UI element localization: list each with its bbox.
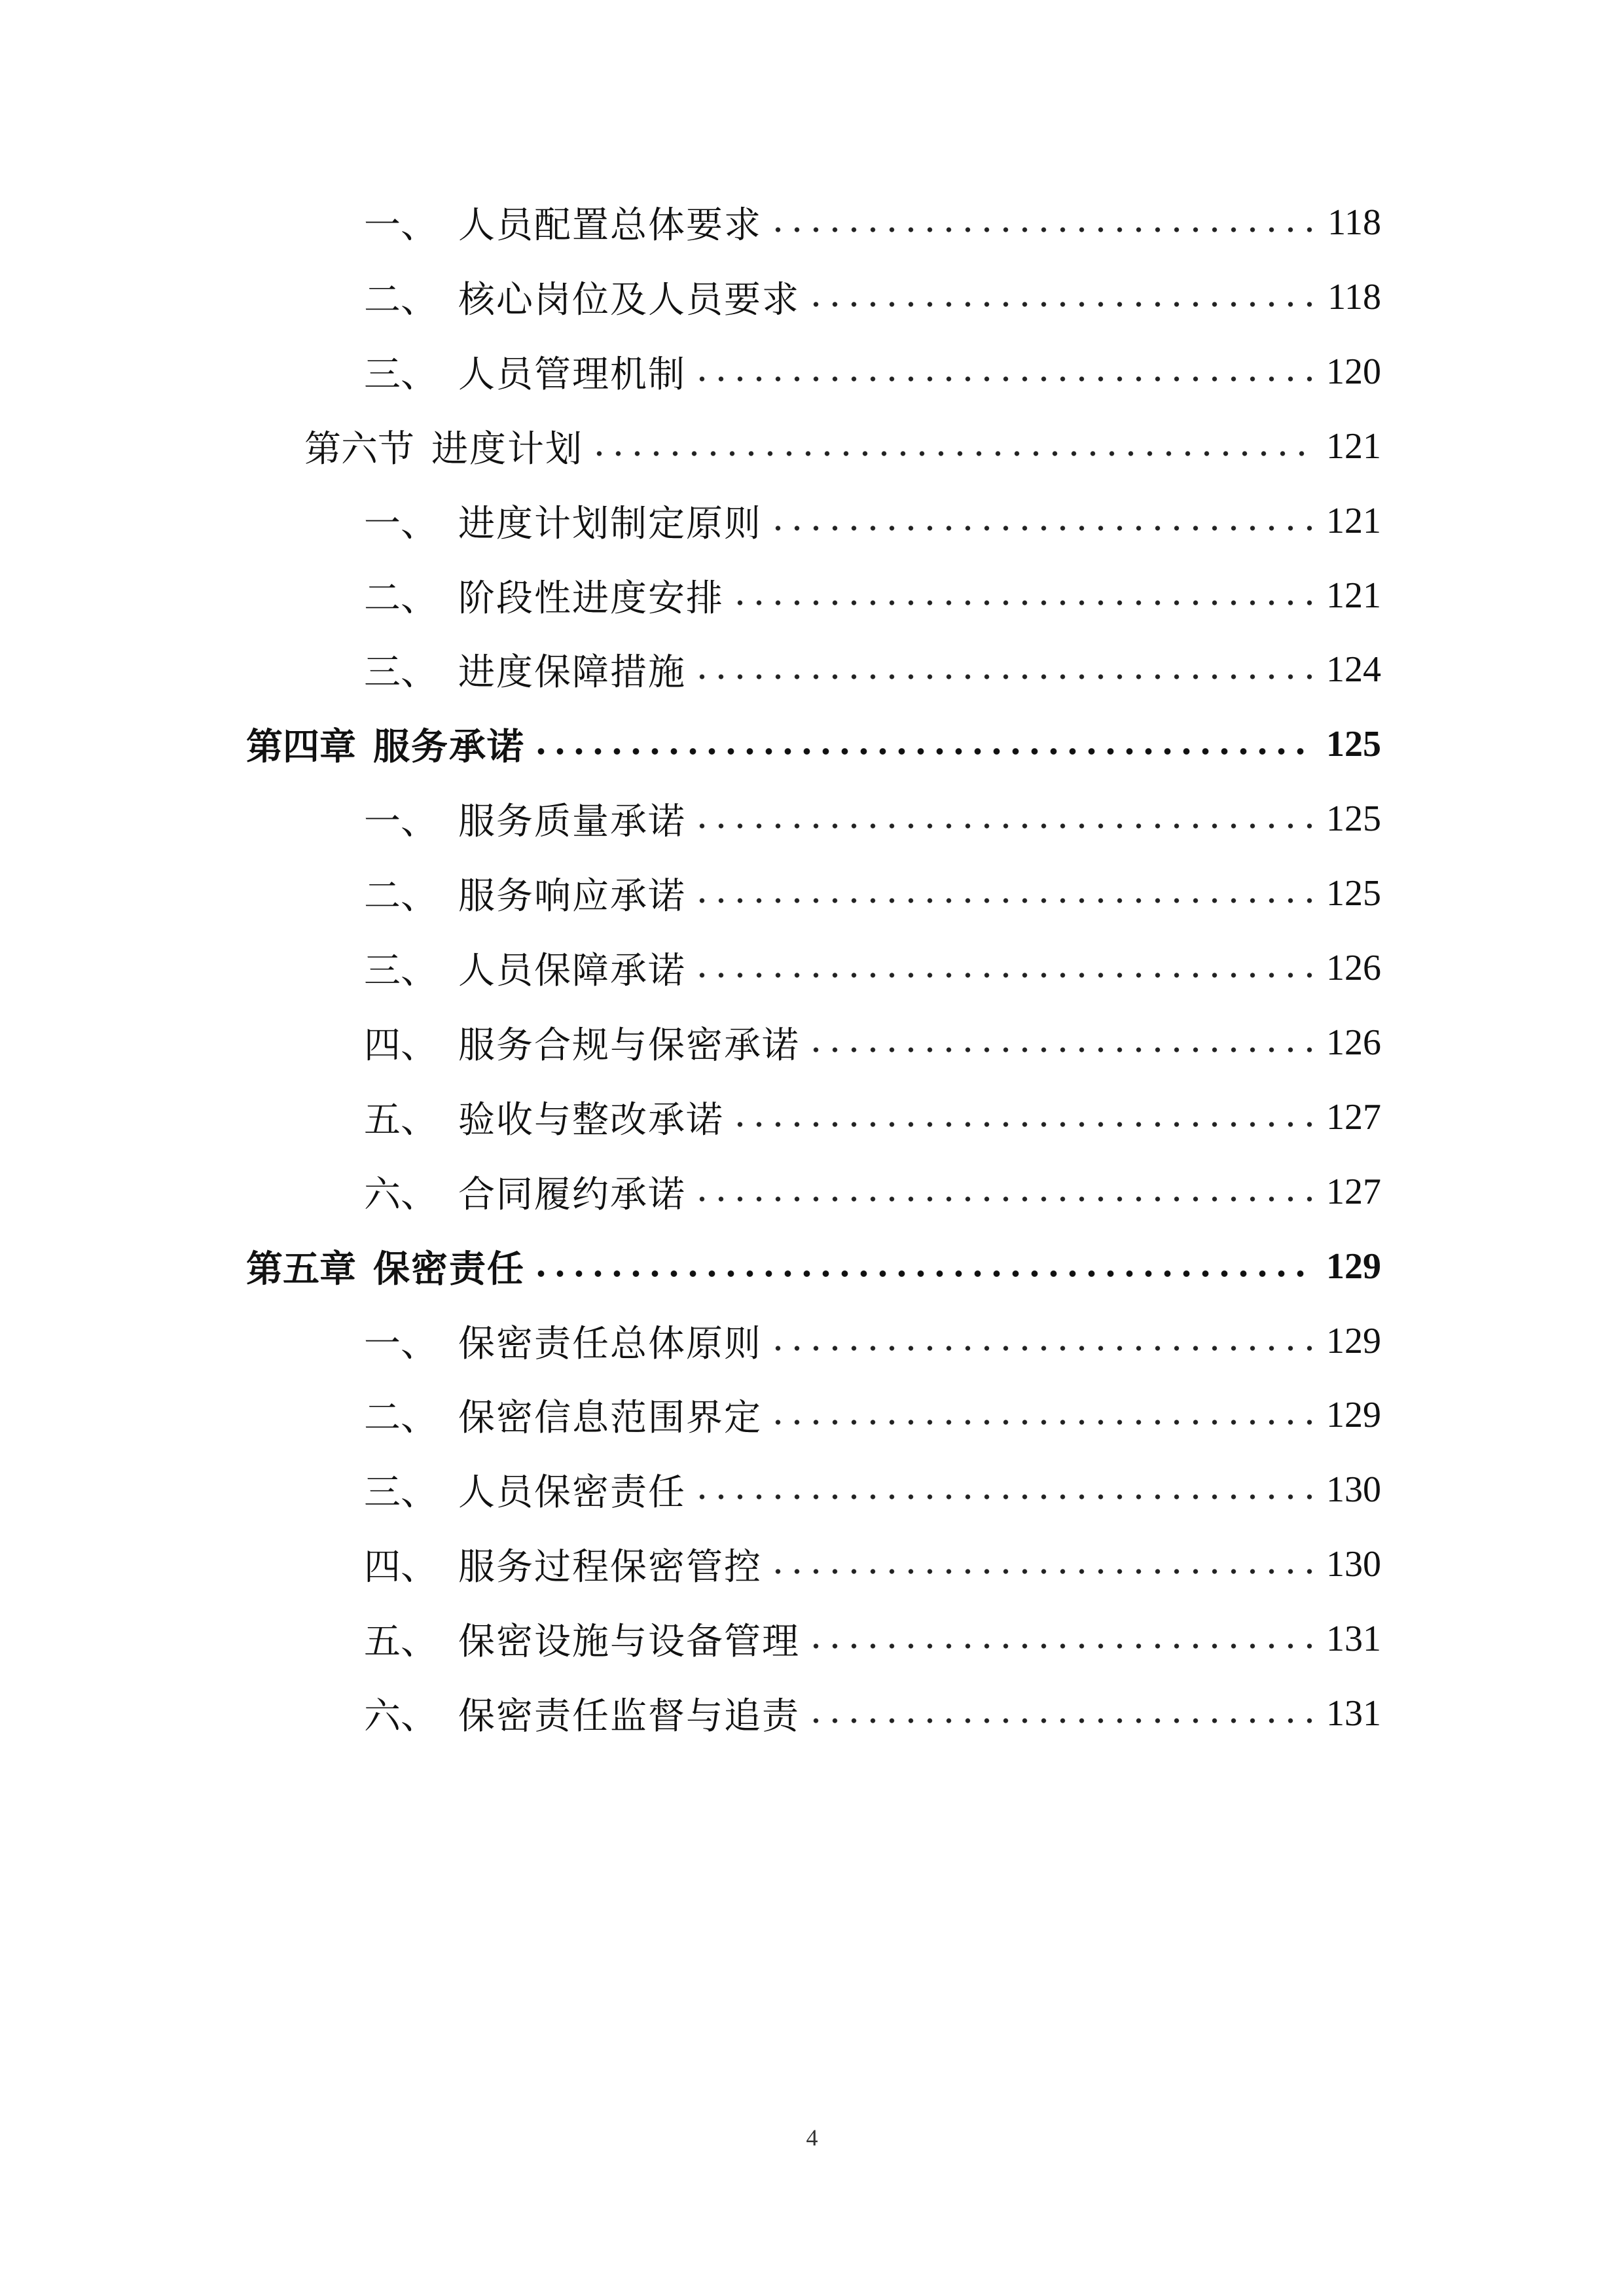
dot-leader [590, 450, 1313, 457]
toc-chapter-entry[interactable] [246, 1234, 1381, 1299]
dot-leader [693, 1195, 1313, 1203]
toc-entry-page-number: 125 [1326, 873, 1381, 914]
toc-entry-page-number: 130 [1326, 1544, 1381, 1585]
toc-entry-page-number: 130 [1326, 1469, 1381, 1510]
toc-entry-number: 一、 [364, 800, 437, 843]
toc-entry-title: 进度保障措施 [458, 651, 686, 694]
toc-entry-number: 三、 [364, 950, 437, 992]
toc-entry-title: 进度计划制定原则 [458, 503, 762, 545]
toc-entry-number: 二、 [364, 875, 437, 918]
dot-leader [768, 1418, 1313, 1426]
toc-entry-page-number: 127 [1326, 1097, 1381, 1138]
toc-entry-title: 人员保障承诺 [458, 950, 686, 992]
toc-entry-title: 验收与整改承诺 [458, 1099, 724, 1141]
toc-entry-number: 四、 [364, 1546, 437, 1588]
toc-entry-title: 核心岗位及人员要求 [458, 279, 800, 321]
dot-leader [693, 375, 1313, 383]
dot-leader [693, 971, 1313, 979]
toc-entry-page-number: 131 [1326, 1619, 1381, 1659]
toc-item-entry[interactable] [364, 1085, 1381, 1150]
dot-leader [532, 747, 1313, 755]
toc-entry-number: 二、 [364, 279, 437, 321]
toc-item-entry[interactable] [364, 264, 1381, 330]
toc-entry-number: 四、 [364, 1024, 437, 1067]
dot-leader [768, 1568, 1313, 1575]
toc-entry-page-number: 129 [1326, 1395, 1381, 1435]
toc-entry-title: 服务质量承诺 [458, 800, 686, 843]
toc-item-entry[interactable] [364, 1010, 1381, 1075]
toc-entry-title: 阶段性进度安排 [458, 577, 724, 620]
toc-entry-title: 服务过程保密管控 [458, 1546, 762, 1588]
toc-entry-page-number: 127 [1326, 1172, 1381, 1212]
toc-entry-number: 六、 [364, 1174, 437, 1216]
dot-leader [806, 300, 1313, 308]
dot-leader [693, 822, 1313, 830]
dot-leader [731, 599, 1313, 607]
toc-entry-number: 第六节 [304, 428, 414, 471]
dot-leader [693, 673, 1313, 681]
toc-entry-title: 服务响应承诺 [458, 875, 686, 918]
toc-item-entry[interactable] [364, 935, 1381, 1001]
toc-entry-number: 第四章 [246, 726, 356, 768]
dot-leader [768, 226, 1313, 234]
toc-entry-page-number: 124 [1326, 649, 1381, 690]
toc-entry-page-number: 125 [1326, 798, 1381, 839]
toc-entry-page-number: 126 [1326, 1022, 1381, 1063]
toc-item-entry[interactable] [364, 861, 1381, 926]
toc-entry-number: 六、 [364, 1695, 437, 1738]
toc-entry-page-number: 121 [1326, 501, 1381, 541]
dot-leader [768, 1344, 1313, 1352]
toc-entry-number: 一、 [364, 1323, 437, 1365]
toc-entry-page-number: 118 [1327, 277, 1381, 317]
toc-entry-number: 三、 [364, 1471, 437, 1514]
dot-leader [693, 1493, 1313, 1501]
toc-item-entry[interactable] [364, 1308, 1381, 1374]
toc-entry-number: 第五章 [246, 1248, 356, 1291]
toc-entry-page-number: 125 [1326, 724, 1381, 764]
toc-entry-title: 进度计划 [431, 428, 583, 471]
dot-leader [806, 1046, 1313, 1054]
toc-item-entry[interactable] [364, 786, 1381, 852]
toc-item-entry[interactable] [364, 190, 1381, 255]
toc-entry-number: 一、 [364, 503, 437, 545]
toc-entry-number: 二、 [364, 1397, 437, 1439]
dot-leader [532, 1270, 1313, 1278]
toc-entry-title: 人员保密责任 [458, 1471, 686, 1514]
toc-entry-title: 保密责任 [373, 1248, 525, 1291]
toc-section-entry[interactable] [304, 414, 1381, 479]
toc-entry-page-number: 129 [1326, 1321, 1381, 1361]
toc-entry-title: 保密设施与设备管理 [458, 1621, 800, 1663]
toc-entry-number: 五、 [364, 1621, 437, 1663]
toc-entry-number: 二、 [364, 577, 437, 620]
toc-entry-number: 三、 [364, 651, 437, 694]
toc-item-entry[interactable] [364, 1532, 1381, 1597]
toc-entry-title: 人员配置总体要求 [458, 204, 762, 247]
toc-entry-number: 三、 [364, 353, 437, 396]
toc-entry-title: 合同履约承诺 [458, 1174, 686, 1216]
toc-entry-page-number: 121 [1326, 426, 1381, 467]
toc-entry-number: 五、 [364, 1099, 437, 1141]
toc-entry-page-number: 120 [1326, 351, 1381, 392]
toc-item-entry[interactable] [364, 339, 1381, 404]
dot-leader [693, 897, 1313, 905]
dot-leader [731, 1121, 1313, 1128]
toc-item-entry[interactable] [364, 1382, 1381, 1448]
dot-leader [768, 524, 1313, 532]
page-number: 4 [806, 2125, 818, 2151]
toc-entry-title: 服务承诺 [373, 726, 525, 768]
toc-chapter-entry[interactable] [246, 711, 1381, 777]
toc-item-entry[interactable] [364, 563, 1381, 628]
toc-item-entry[interactable] [364, 1681, 1381, 1746]
toc-item-entry[interactable] [364, 1159, 1381, 1225]
toc-entry-page-number: 129 [1326, 1246, 1381, 1287]
toc-entry-page-number: 121 [1326, 575, 1381, 616]
toc-entry-title: 保密责任监督与追责 [458, 1695, 800, 1738]
dot-leader [806, 1642, 1313, 1650]
toc-entry-page-number: 131 [1326, 1693, 1381, 1734]
toc-item-entry[interactable] [364, 637, 1381, 702]
dot-leader [806, 1717, 1313, 1725]
toc-item-entry[interactable] [364, 1606, 1381, 1672]
toc-entry-page-number: 126 [1326, 948, 1381, 988]
toc-item-entry[interactable] [364, 488, 1381, 554]
toc-entry-number: 一、 [364, 204, 437, 247]
toc-entry-title: 保密信息范围界定 [458, 1397, 762, 1439]
toc-entry-title: 人员管理机制 [458, 353, 686, 396]
toc-item-entry[interactable] [364, 1457, 1381, 1522]
toc-entry-page-number: 118 [1327, 202, 1381, 243]
toc-entry-title: 保密责任总体原则 [458, 1323, 762, 1365]
toc-entry-title: 服务合规与保密承诺 [458, 1024, 800, 1067]
